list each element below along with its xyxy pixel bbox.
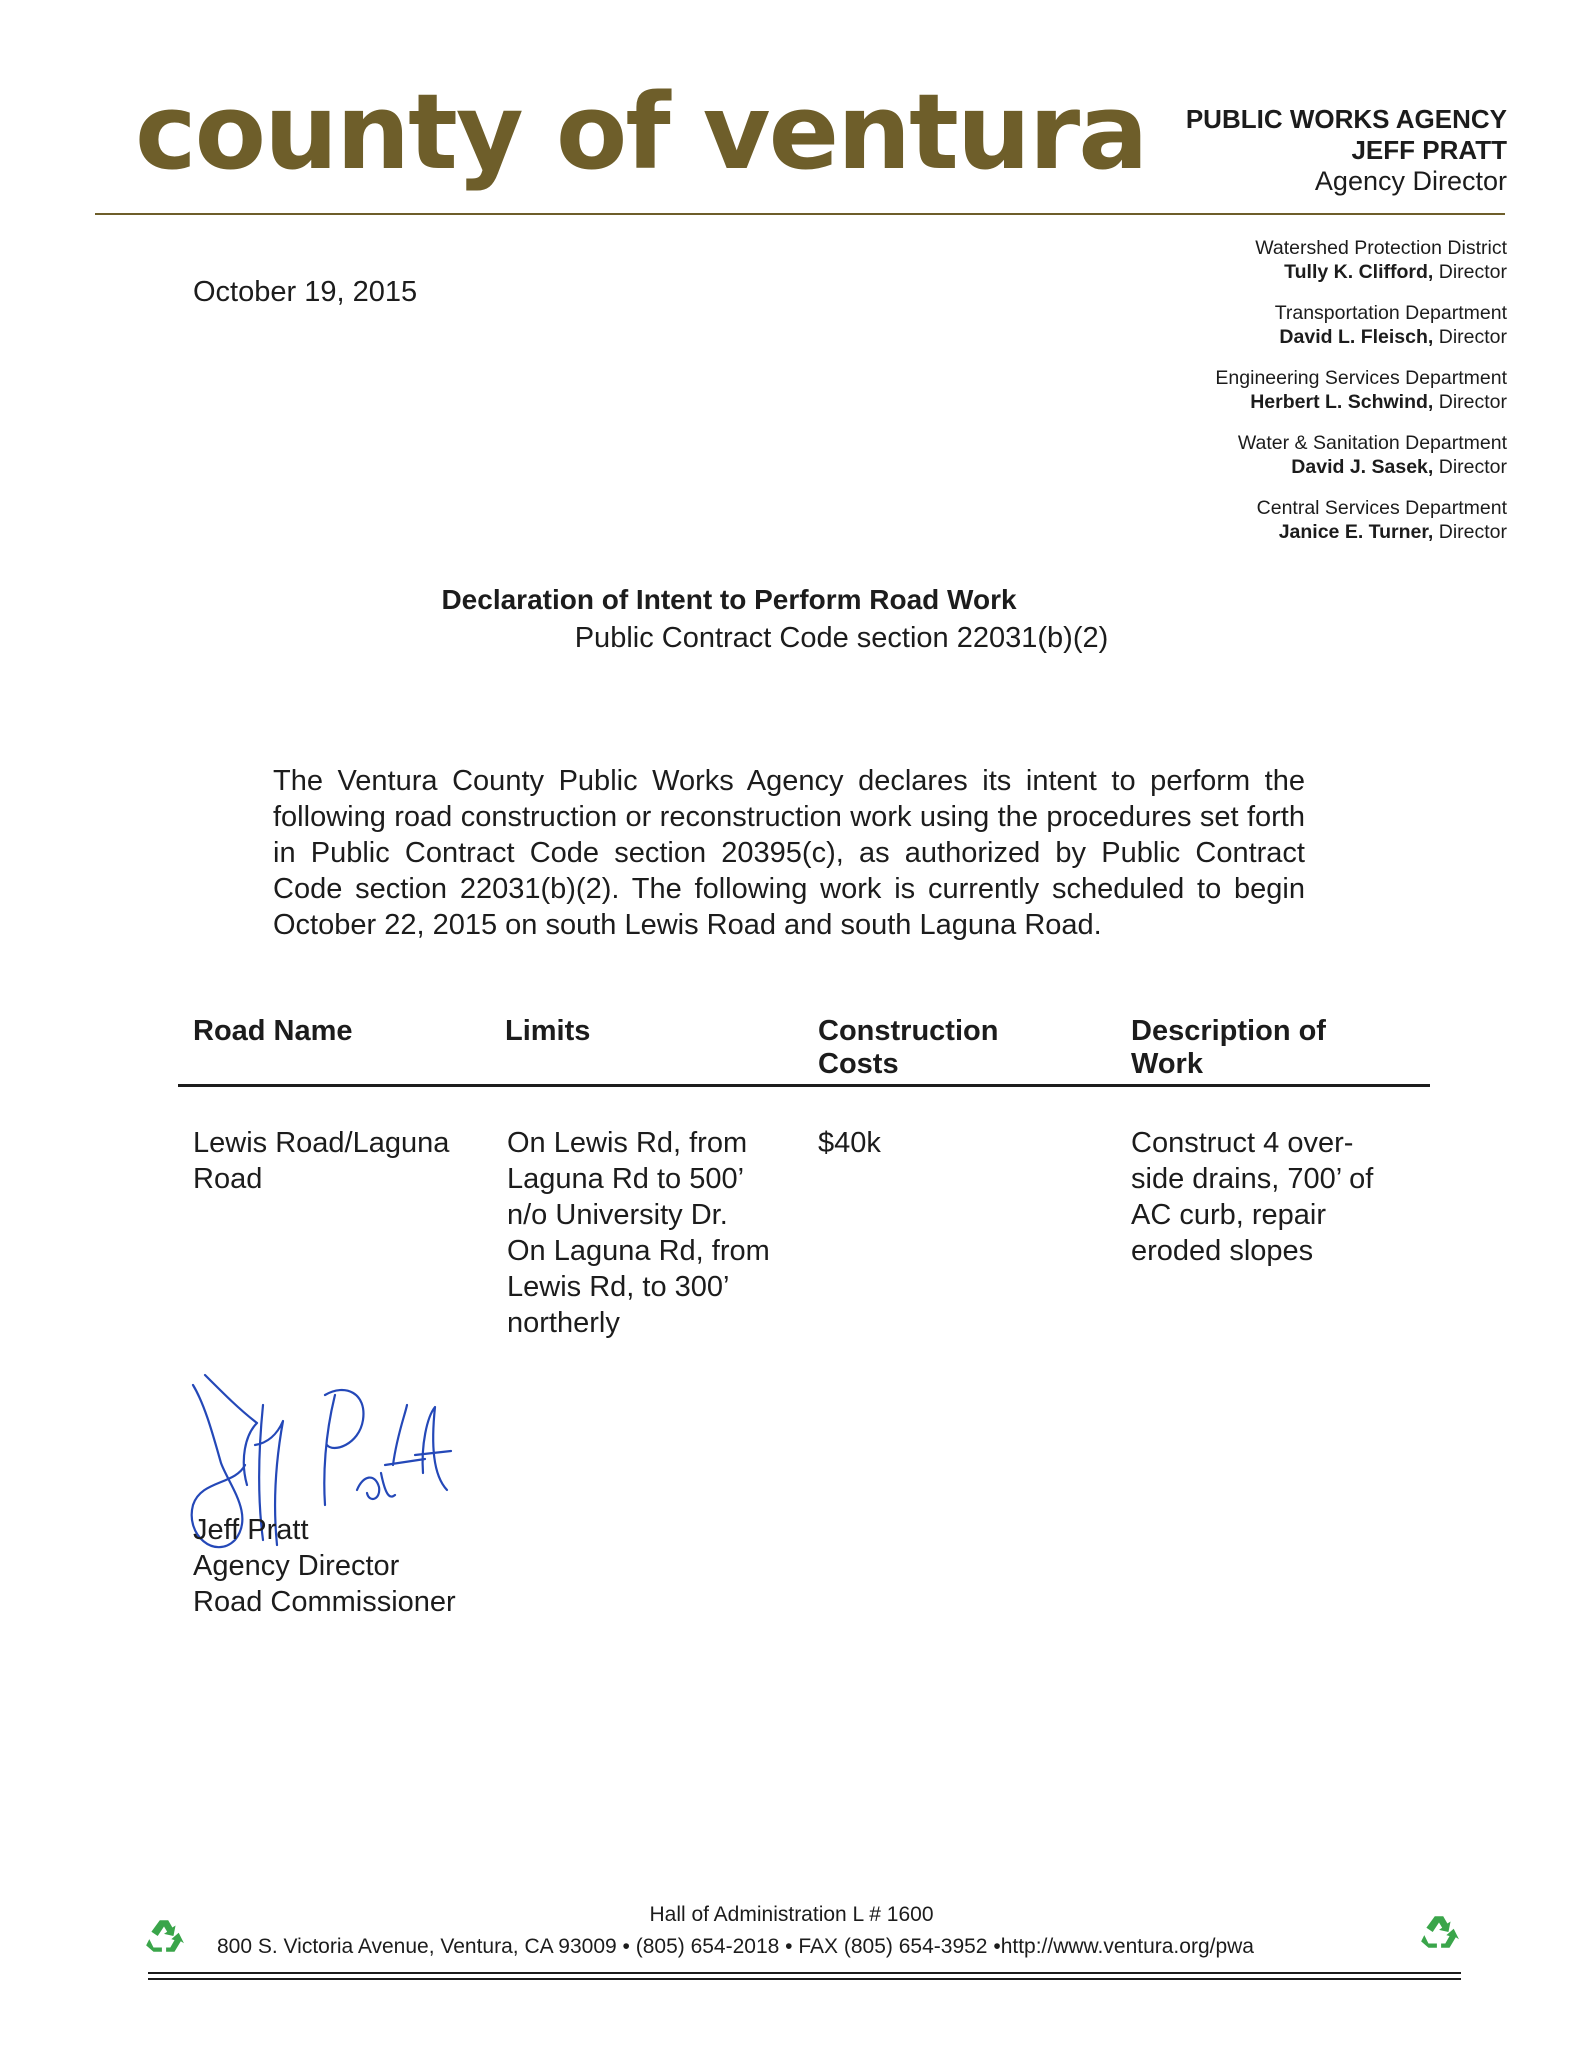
column-header-costs-line1: Construction — [818, 1015, 999, 1047]
footer-contact — [217, 1935, 1254, 1959]
recycle-icon — [1418, 1912, 1460, 1954]
cell-line: Construct 4 over- — [1131, 1127, 1354, 1159]
letter-date: October 19, 2015 — [193, 276, 418, 308]
column-header-description-line1: Description of — [1131, 1015, 1326, 1047]
body-paragraph: The Ventura County Public Works Agency declares its intent to perform the following road construction or reconstruction work using the procedures set forth in Public Contract Code section 20395(c), as authorized by Public Contract Code section 22031(b)(2). The following work is currently scheduled to begin October 22, 2015 on south Lewis Road and south Laguna Road. — [273, 765, 1305, 941]
department-list — [1215, 236, 1507, 561]
director-name: JEFF PRATT — [1351, 135, 1507, 165]
column-header-limits: Limits — [505, 1015, 591, 1047]
department-name: Water & Sanitation Department — [1237, 432, 1507, 454]
department-role: Director — [1438, 391, 1507, 413]
department-entry — [1215, 366, 1507, 414]
document-subtitle: Public Contract Code section 22031(b)(2) — [574, 622, 1109, 654]
department-entry — [1215, 236, 1507, 284]
signer-title: Agency Director — [193, 1550, 400, 1582]
bullet-separator: • — [622, 1935, 636, 1958]
department-director: David L. Fleisch, — [1279, 326, 1434, 348]
agency-header — [1186, 104, 1507, 197]
department-entry — [1215, 496, 1507, 544]
cell-line: Lewis Rd, to 300’ — [507, 1271, 730, 1303]
cell-line: Road — [193, 1163, 263, 1195]
footer-rule — [148, 1972, 1461, 1980]
cell-description — [1131, 1125, 1373, 1269]
department-director: Janice E. Turner, — [1278, 521, 1434, 543]
department-name: Transportation Department — [1274, 302, 1507, 324]
director-title: Agency Director — [1314, 166, 1507, 196]
department-director: Tully K. Clifford, — [1284, 261, 1434, 283]
table-header-rule — [178, 1084, 1430, 1087]
column-header-description — [1131, 1015, 1326, 1081]
cell-limits — [507, 1125, 770, 1341]
cell-line: northerly — [507, 1307, 620, 1339]
footer-phone: (805) 654-2018 — [635, 1935, 780, 1958]
footer-website[interactable]: http://www.ventura.org/pwa — [1000, 1935, 1254, 1958]
column-header-description-line2: Work — [1131, 1048, 1203, 1080]
signer-name: Jeff Pratt — [193, 1514, 309, 1546]
column-header-road-name: Road Name — [193, 1015, 353, 1047]
department-entry — [1215, 301, 1507, 349]
agency-name: PUBLIC WORKS AGENCY — [1185, 104, 1507, 134]
document-title-block — [0, 584, 1583, 655]
county-logo: county of ventura — [135, 71, 1147, 193]
department-role: Director — [1438, 326, 1507, 348]
cell-line: AC curb, repair — [1131, 1199, 1327, 1231]
footer-fax: FAX (805) 654-3952 — [798, 1935, 988, 1958]
footer-address: 800 S. Victoria Avenue, Ventura, CA 93009 — [217, 1935, 617, 1958]
column-header-costs — [818, 1015, 998, 1081]
cell-costs: $40k — [818, 1127, 881, 1159]
cell-road-name — [193, 1125, 449, 1197]
cell-line: n/o University Dr. — [507, 1199, 728, 1231]
department-entry — [1215, 431, 1507, 479]
recycle-icon — [143, 1916, 185, 1958]
department-name: Watershed Protection District — [1255, 237, 1507, 259]
cell-line: Laguna Rd to 500’ — [507, 1163, 745, 1195]
department-name: Engineering Services Department — [1215, 367, 1507, 389]
footer-office: Hall of Administration L # 1600 — [649, 1903, 934, 1926]
department-role: Director — [1438, 456, 1507, 478]
bullet-separator: • — [785, 1935, 799, 1958]
document-title: Declaration of Intent to Perform Road Work — [441, 584, 1017, 615]
signer-title-secondary: Road Commissioner — [193, 1586, 456, 1618]
cell-line: On Lewis Rd, from — [507, 1127, 748, 1159]
department-director: David J. Sasek, — [1291, 456, 1434, 478]
cell-line: On Laguna Rd, from — [507, 1235, 770, 1267]
column-header-costs-line2: Costs — [818, 1048, 899, 1080]
cell-line: side drains, 700’ of — [1131, 1163, 1374, 1195]
department-role: Director — [1438, 521, 1507, 543]
cell-line: Lewis Road/Laguna — [193, 1127, 450, 1159]
department-name: Central Services Department — [1256, 497, 1507, 519]
department-role: Director — [1438, 261, 1507, 283]
header-rule — [95, 213, 1505, 215]
cell-line: eroded slopes — [1131, 1235, 1314, 1267]
department-director: Herbert L. Schwind, — [1250, 391, 1434, 413]
signature-block — [193, 1512, 456, 1620]
bullet-separator: • — [993, 1935, 1001, 1958]
